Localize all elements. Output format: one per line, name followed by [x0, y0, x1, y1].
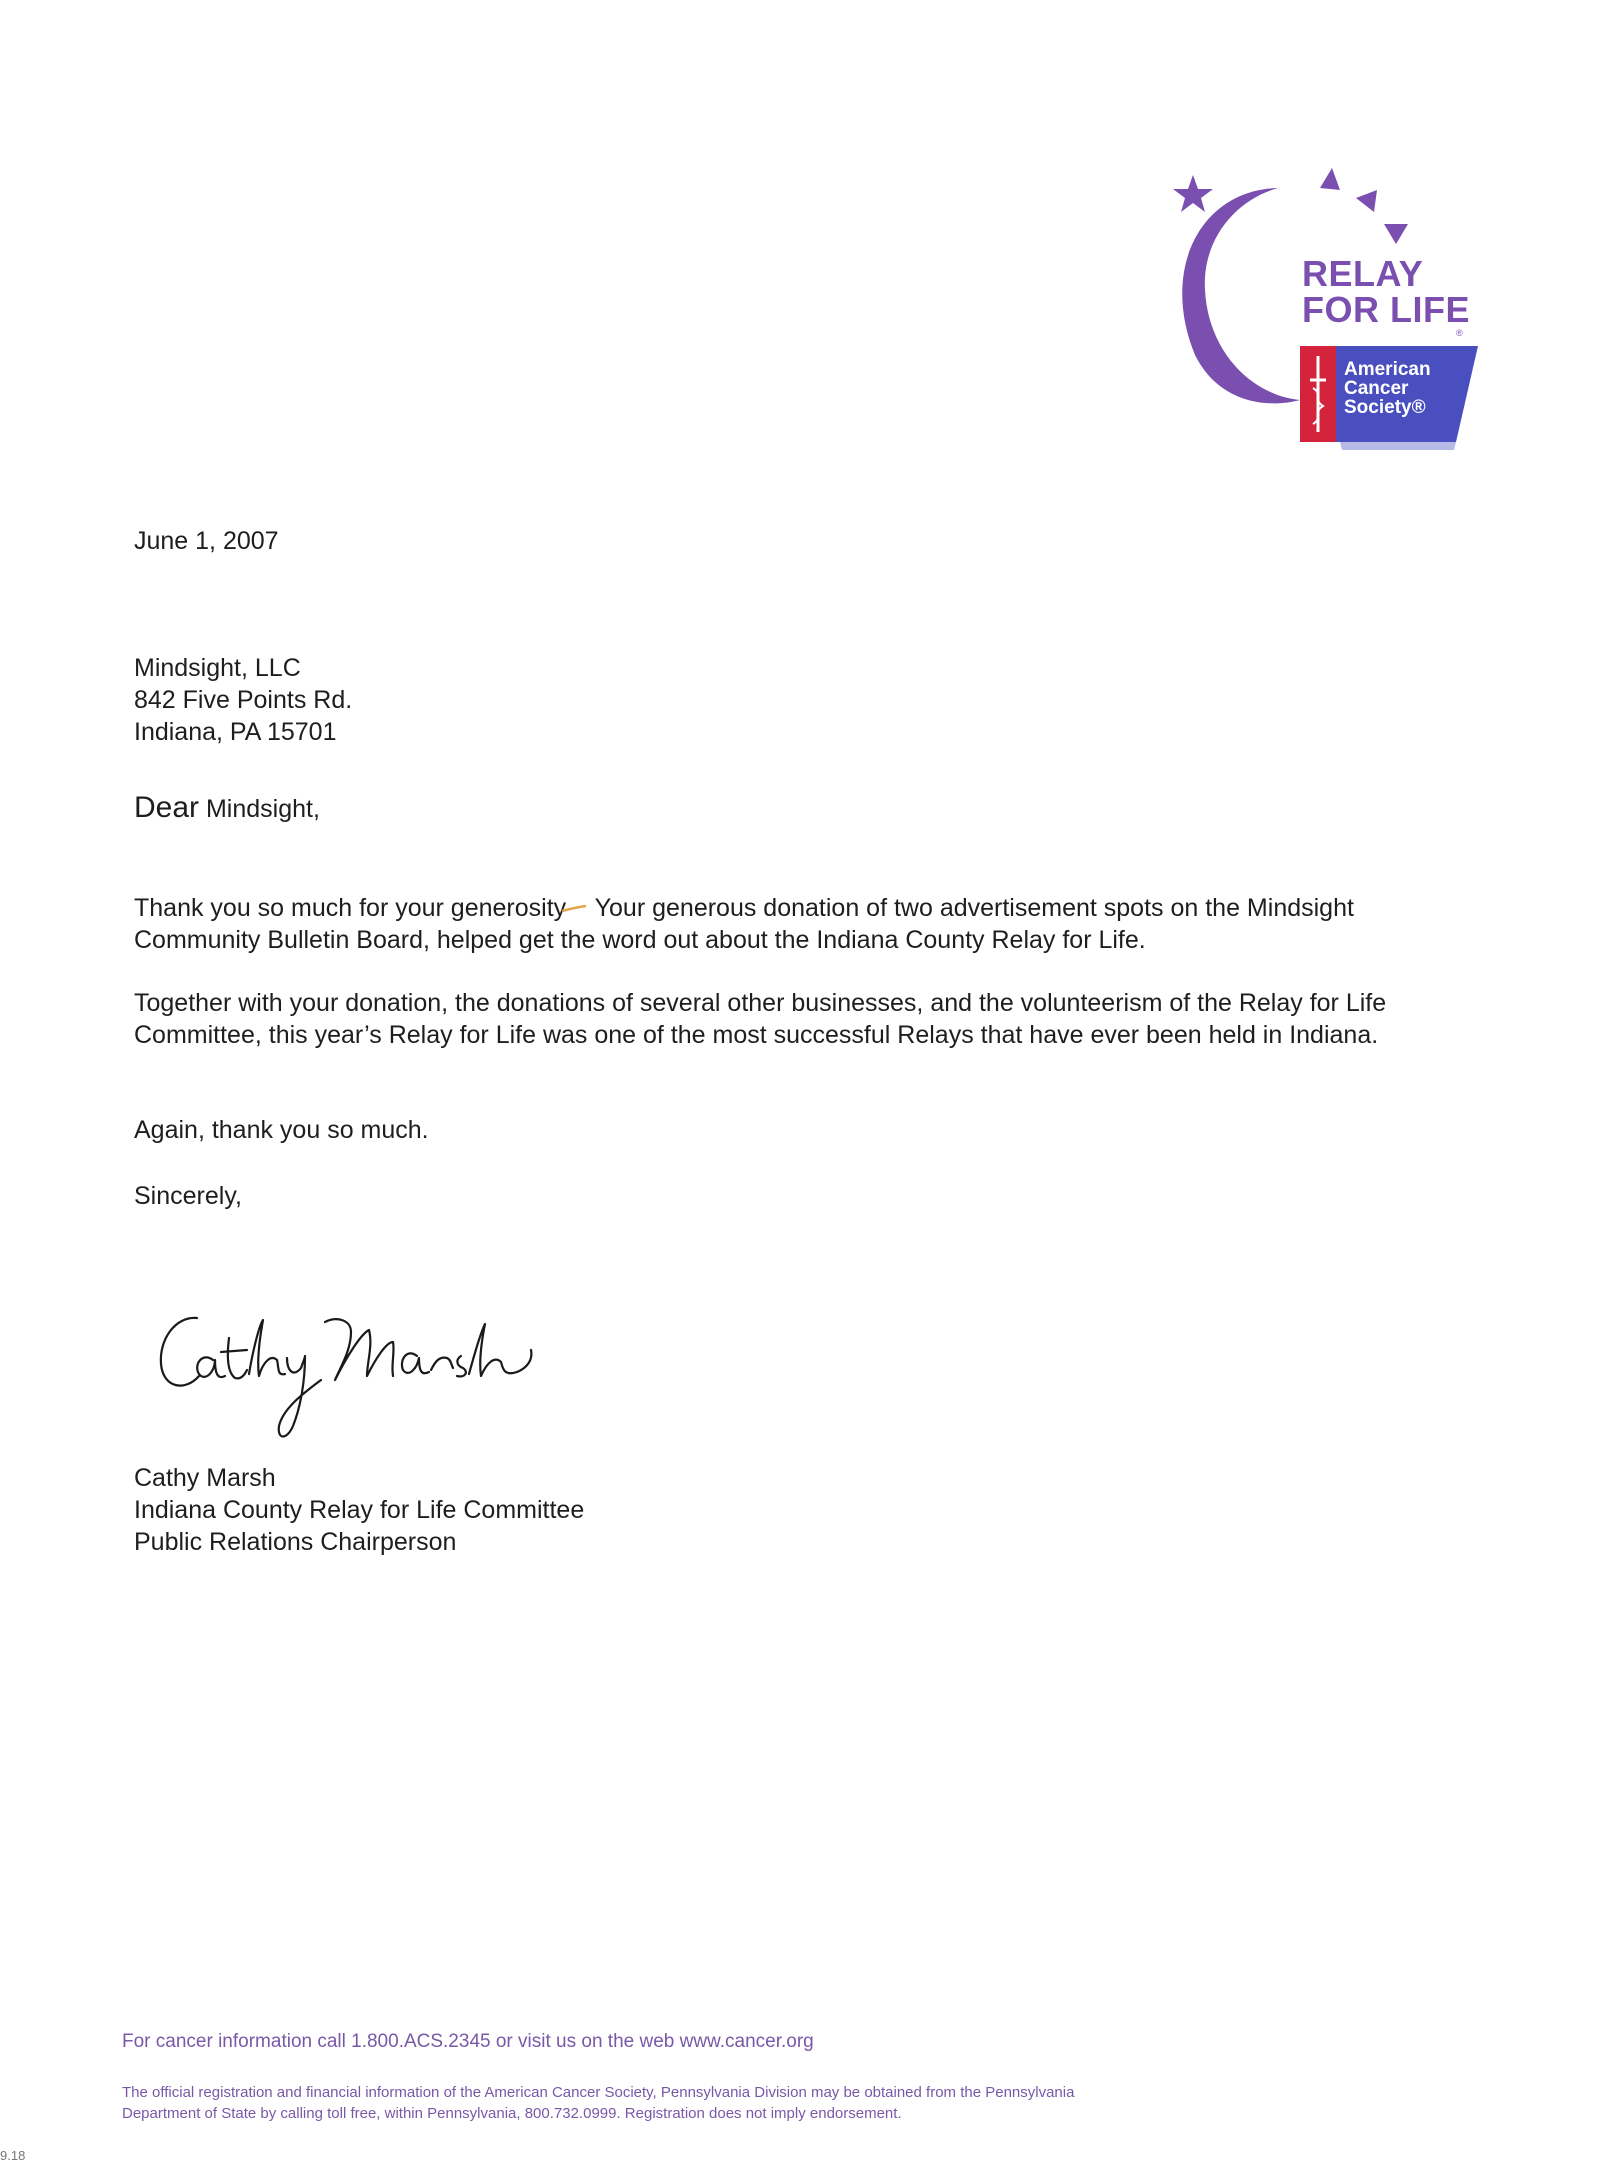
- acs-line3: Society®: [1344, 397, 1426, 418]
- relay-wordmark-line2: FOR LIFE: [1302, 289, 1470, 330]
- relay-for-life-wordmark: [1302, 253, 1470, 330]
- salutation-name: Mindsight,: [205, 795, 320, 823]
- corner-code: 9.18: [0, 2148, 26, 2163]
- signer-name: Cathy Marsh: [134, 1464, 276, 1492]
- salutation-dear: Dear: [134, 791, 200, 824]
- acs-line2: Cancer: [1344, 378, 1409, 399]
- relay-for-life-logo: [1160, 160, 1490, 460]
- triangle-icon: [1384, 224, 1408, 244]
- handwritten-signature: [155, 1290, 575, 1450]
- relay-wordmark-line1: RELAY: [1302, 253, 1424, 294]
- paragraph-1-part2: Your generous donation of two advertisement spots on the Mindsight Community Bulletin Board, helped get the word out about the Indiana County Relay for Life.: [134, 894, 1354, 954]
- triangle-icon: [1356, 190, 1377, 212]
- closing: Sincerely,: [134, 1182, 242, 1210]
- star-icon: [1173, 175, 1213, 212]
- footer-legal-line1: The official registration and financial information of the American Cancer Society, Pennsylvania Division may be obtained from the Pennsylvania: [122, 2084, 1075, 2101]
- acs-logo: [1300, 346, 1478, 442]
- acs-wordmark: [1344, 360, 1431, 417]
- salutation: [134, 792, 320, 825]
- footer-legal-text: [122, 2082, 1074, 2124]
- acs-shadow: [1340, 442, 1456, 450]
- signer-title: Public Relations Chairperson: [134, 1528, 457, 1556]
- signature-block: [134, 1462, 584, 1558]
- acs-line1: American: [1344, 359, 1431, 380]
- recipient-address: [134, 652, 352, 748]
- signer-organization: Indiana County Relay for Life Committee: [134, 1496, 585, 1524]
- address-line: Indiana, PA 15701: [134, 718, 337, 746]
- address-line: 842 Five Points Rd.: [134, 686, 353, 714]
- paragraph-3: Again, thank you so much.: [134, 1116, 429, 1144]
- letter-date: June 1, 2007: [134, 527, 279, 555]
- triangle-icon: [1320, 168, 1340, 190]
- registered-mark: ®: [1456, 328, 1463, 338]
- paragraph-2: Together with your donation, the donations of several other businesses, and the volunteerism of the Relay for Life Committee, this year’s Relay for Life was one of the most successful Relays that have ever been held in Indiana.: [134, 989, 1387, 1049]
- crescent-moon-icon: [1182, 188, 1300, 403]
- paragraph-1: [134, 892, 1464, 956]
- footer-legal-line2: Department of State by calling toll free, within Pennsylvania, 800.732.0999. Registration does not imply endorsement.: [122, 2105, 902, 2122]
- footer-info-line: For cancer information call 1.800.ACS.2345 or visit us on the web www.cancer.org: [122, 2031, 814, 2052]
- correction-mark-icon: [560, 905, 588, 913]
- paragraph-1-part1: Thank you so much for your generosity: [134, 894, 567, 922]
- address-line: Mindsight, LLC: [134, 654, 301, 682]
